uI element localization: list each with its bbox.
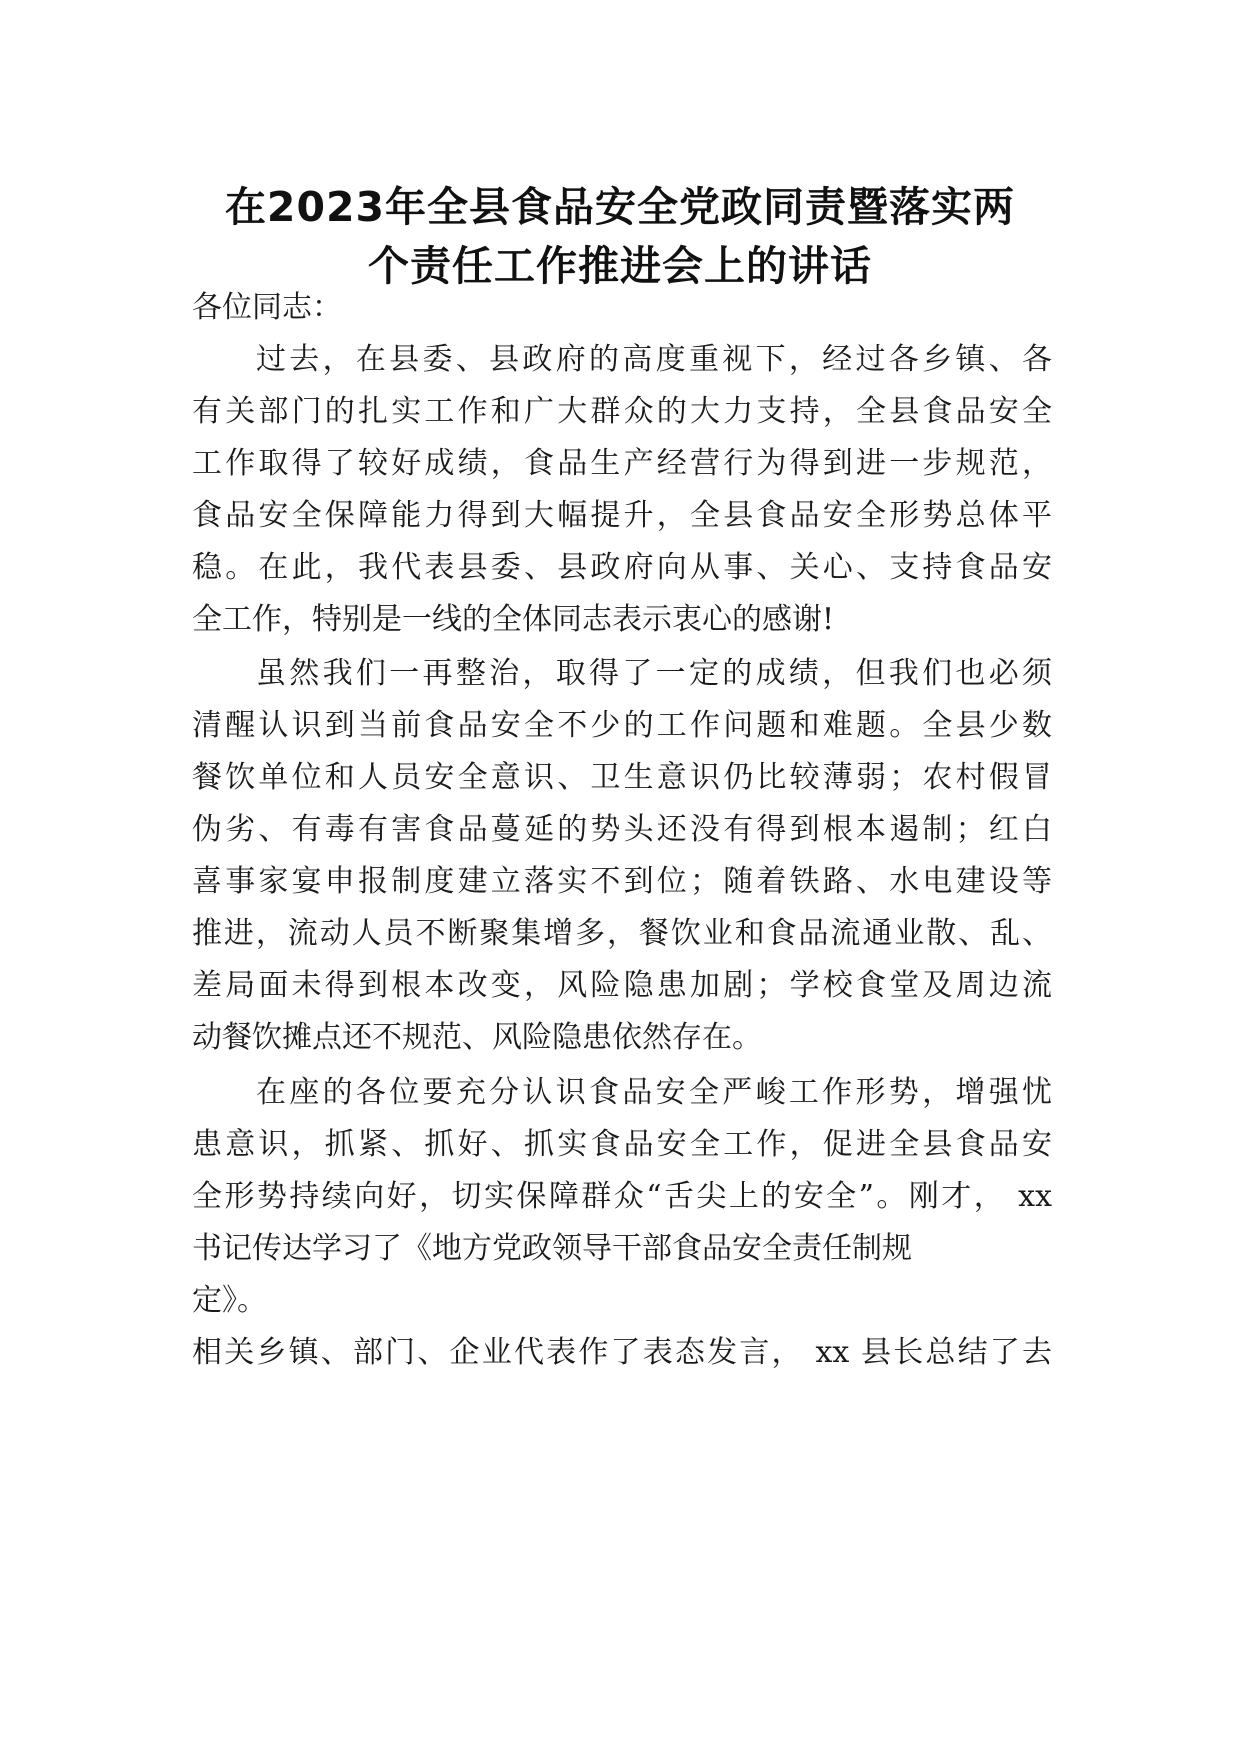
paragraph-line: 餐饮单位和人员安全意识、卫生意识仍比较薄弱；农村假冒 xyxy=(192,760,1052,795)
paragraph-line: 虽然我们一再整治，取得了一定的成绩，但我们也必须 xyxy=(256,656,1052,691)
paragraph-line: 差局面未得到根本改变，风险隐患加剧；学校食堂及周边流 xyxy=(192,968,1052,1003)
paragraph-line: 相关乡镇、部门、企业代表作了表态发言， xx 县长总结了去 xyxy=(192,1335,1052,1370)
document-title-line-1: 在2023年全县食品安全党政同责暨落实两 xyxy=(224,183,1016,231)
paragraph-line: 定》。 xyxy=(192,1283,267,1318)
paragraph-line: 在座的各位要充分认识食品安全严峻工作形势，增强忧 xyxy=(256,1075,1052,1110)
paragraph-line: 过去，在县委、县政府的高度重视下，经过各乡镇、各 xyxy=(256,342,1052,377)
salutation: 各位同志： xyxy=(192,290,342,325)
paragraph-line: 食品安全保障能力得到大幅提升，全县食品安全形势总体平 xyxy=(192,498,1052,533)
paragraph-line: 喜事家宴申报制度建立落实不到位；随着铁路、水电建设等 xyxy=(192,864,1052,899)
paragraph-line: 工作取得了较好成绩，食品生产经营行为得到进一步规范， xyxy=(192,446,1052,481)
document-title-line-2: 个责任工作推进会上的讲话 xyxy=(368,242,872,290)
paragraph-line: 有关部门的扎实工作和广大群众的大力支持，全县食品安全 xyxy=(192,394,1052,429)
paragraph-line: 伪劣、有毒有害食品蔓延的势头还没有得到根本遏制；红白 xyxy=(192,812,1052,847)
paragraph-line: 患意识，抓紧、抓好、抓实食品安全工作，促进全县食品安 xyxy=(192,1127,1052,1162)
paragraph-line: 稳。在此，我代表县委、县政府向从事、关心、支持食品安 xyxy=(192,550,1052,585)
paragraph-line: 全工作，特别是一线的全体同志表示衷心的感谢! xyxy=(192,602,835,637)
paragraph-line: 全形势持续向好，切实保障群众“舌尖上的安全”。刚才， xx xyxy=(192,1179,1052,1214)
paragraph-line: 推进，流动人员不断聚集增多，餐饮业和食品流通业散、乱、 xyxy=(192,916,1052,951)
paragraph-line: 清醒认识到当前食品安全不少的工作问题和难题。全县少数 xyxy=(192,708,1052,743)
paragraph-line: 动餐饮摊点还不规范、风险隐患依然存在。 xyxy=(192,1020,762,1055)
paragraph-line: 书记传达学习了《地方党政领导干部食品安全责任制规 xyxy=(192,1231,912,1266)
